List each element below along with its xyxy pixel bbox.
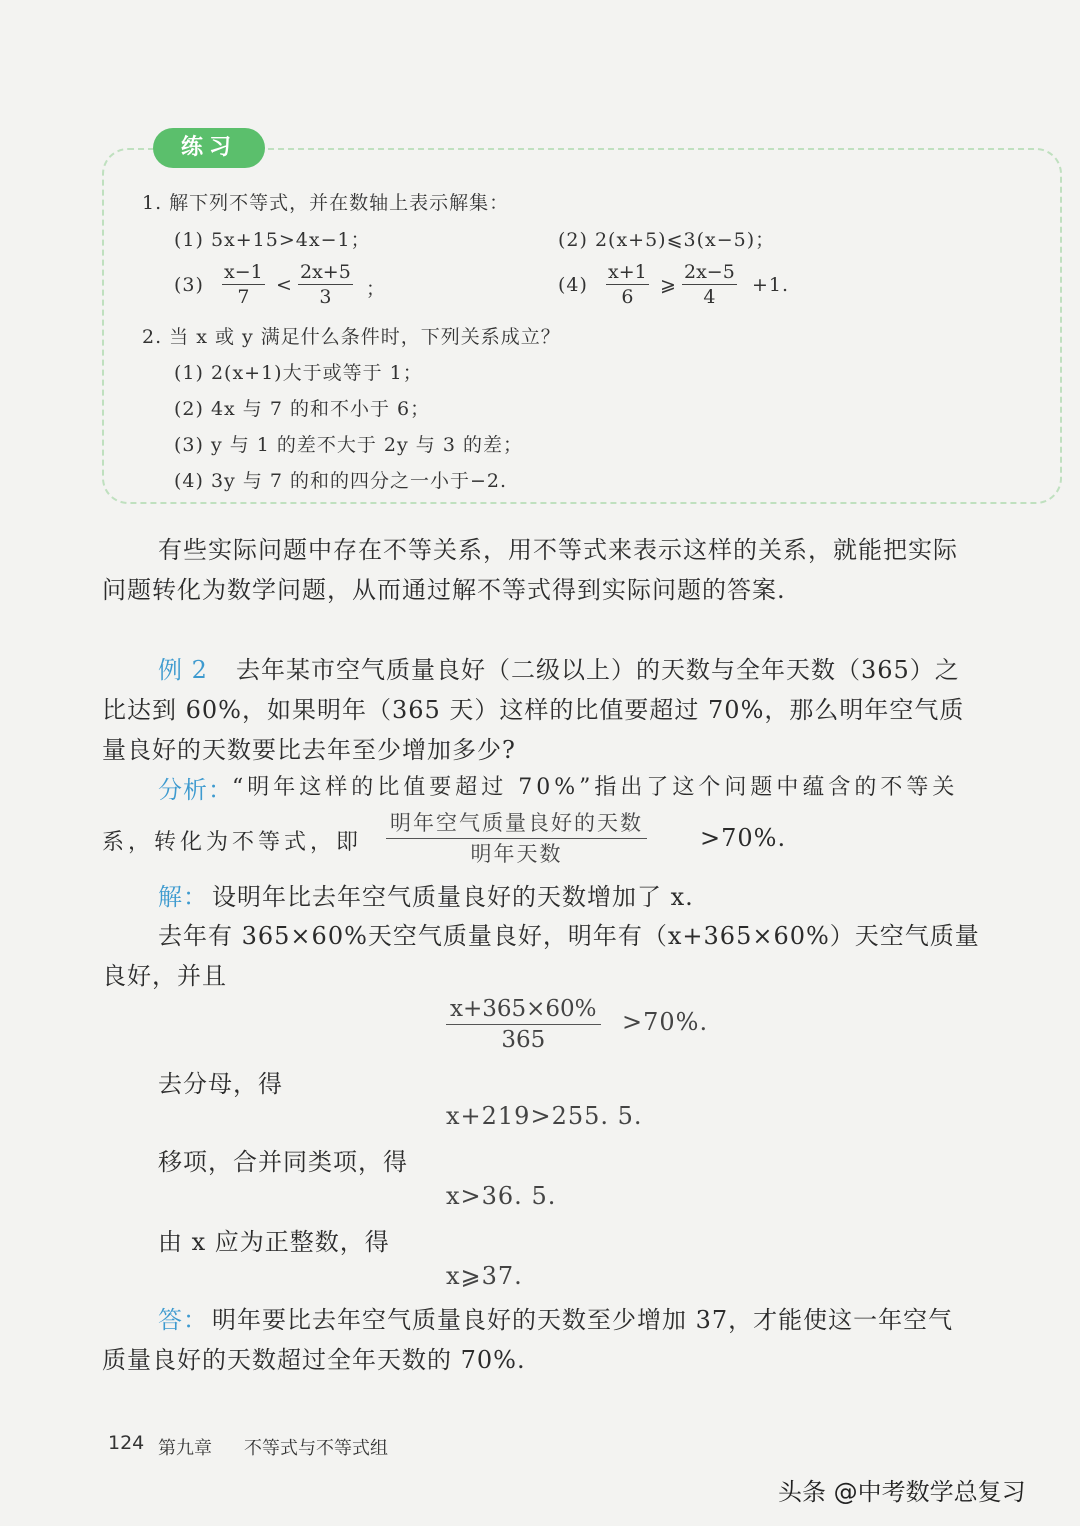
analysis-tail: >70%. [700, 824, 787, 852]
fraction-denominator: 6 [621, 286, 634, 308]
exercise-q1-2: (2) 2(x+5)⩽3(x−5)； [558, 229, 776, 251]
exercise-q1-3-fraction-right [298, 260, 353, 309]
fraction-numerator: x+1 [608, 261, 647, 283]
equation-3: x⩾37. [446, 1262, 523, 1290]
intro-line-1: 有些实际问题中存在不等关系，用不等式来表示这样的关系，就能把实际 [158, 536, 958, 564]
fraction-numerator: x+365×60% [446, 994, 601, 1025]
fraction-numerator: x−1 [224, 261, 263, 283]
example-line-2: 比达到 60%，如果明年（365 天）这样的比值要超过 70%，那么明年空气质 [102, 696, 965, 724]
example-line-3: 量良好的天数要比去年至少增加多少? [102, 736, 516, 764]
example-label: 例 2 [158, 656, 208, 684]
fraction-denominator: 明年天数 [470, 842, 563, 866]
footer-chapter: 第九章 [158, 1438, 212, 1459]
page-number: 124 [108, 1432, 145, 1454]
exercise-q1-3-operator: < [276, 274, 293, 296]
exercise-q2-4: (4) 3y 与 7 的和的四分之一小于−2. [174, 470, 508, 492]
fraction-numerator: 2x−5 [684, 261, 735, 283]
solution-line-2: 去年有 365×60%天空气质量良好，明年有（x+365×60%）天空气质量 [158, 922, 980, 950]
exercise-tag: 练习 [153, 128, 265, 168]
footer-chapter-title: 不等式与不等式组 [244, 1438, 388, 1459]
analysis-line-1: “明年这样的比值要超过 70%”指出了这个问题中蕴含的不等关 [232, 775, 959, 800]
exercise-q2-3: (3) y 与 1 的差不大于 2y 与 3 的差； [174, 434, 523, 456]
step-3: 由 x 应为正整数，得 [158, 1228, 390, 1256]
exercise-q1-4-operator: ⩾ [660, 274, 677, 296]
exercise-q1-4-end: +1. [752, 274, 790, 296]
equation-1: x+219>255. 5. [446, 1102, 643, 1130]
equation-tail: >70%. [622, 1008, 709, 1036]
analysis-label: 分析： [158, 776, 233, 804]
answer-line-1: 明年要比去年空气质量良好的天数至少增加 37，才能使这一年空气 [212, 1306, 954, 1334]
equation-2: x>36. 5. [446, 1182, 557, 1210]
exercise-q2-2: (2) 4x 与 7 的和不小于 6； [174, 398, 431, 420]
fraction-numerator: 2x+5 [300, 261, 351, 283]
intro-line-2: 问题转化为数学问题，从而通过解不等式得到实际问题的答案. [102, 576, 786, 604]
fraction-denominator: 4 [703, 286, 716, 308]
exercise-q1-4-label: (4) [558, 274, 588, 296]
analysis-line-2: 系，转化为不等式，即 [102, 830, 363, 855]
step-1: 去分母，得 [158, 1070, 283, 1098]
exercise-q2: 2. 当 x 或 y 满足什么条件时，下列关系成立？ [142, 326, 561, 348]
solution-line-1: 设明年比去年空气质量良好的天数增加了 x. [212, 883, 694, 911]
watermark: 头条 @中考数学总复习 [778, 1478, 1026, 1506]
fraction-denominator: 365 [501, 1027, 546, 1053]
answer-label: 答： [158, 1306, 208, 1334]
solution-label: 解： [158, 883, 208, 911]
exercise-q1-4-fraction-right [682, 260, 737, 309]
answer-line-2: 质量良好的天数超过全年天数的 70%. [102, 1346, 526, 1374]
step-2: 移项，合并同类项，得 [158, 1148, 408, 1176]
fraction-denominator: 7 [237, 286, 250, 308]
fraction-numerator: 明年空气质量良好的天数 [386, 808, 647, 839]
exercise-q1-3-fraction-left [222, 260, 265, 309]
fraction-denominator: 3 [319, 286, 332, 308]
exercise-q1-4-fraction-left [606, 260, 649, 309]
analysis-fraction [386, 808, 647, 869]
solution-line-3: 良好，并且 [102, 962, 227, 990]
exercise-q1-3-label: (3) [174, 274, 204, 296]
exercise-q1-1: (1) 5x+15>4x−1； [174, 229, 371, 251]
exercise-q2-1: (1) 2(x+1)大于或等于 1； [174, 362, 423, 384]
exercise-q1: 1. 解下列不等式，并在数轴上表示解集： [142, 192, 510, 214]
exercise-q1-3-end: ； [366, 278, 387, 300]
example-line-1: 去年某市空气质量良好（二级以上）的天数与全年天数（365）之 [236, 656, 960, 684]
equation-fraction [446, 994, 601, 1055]
